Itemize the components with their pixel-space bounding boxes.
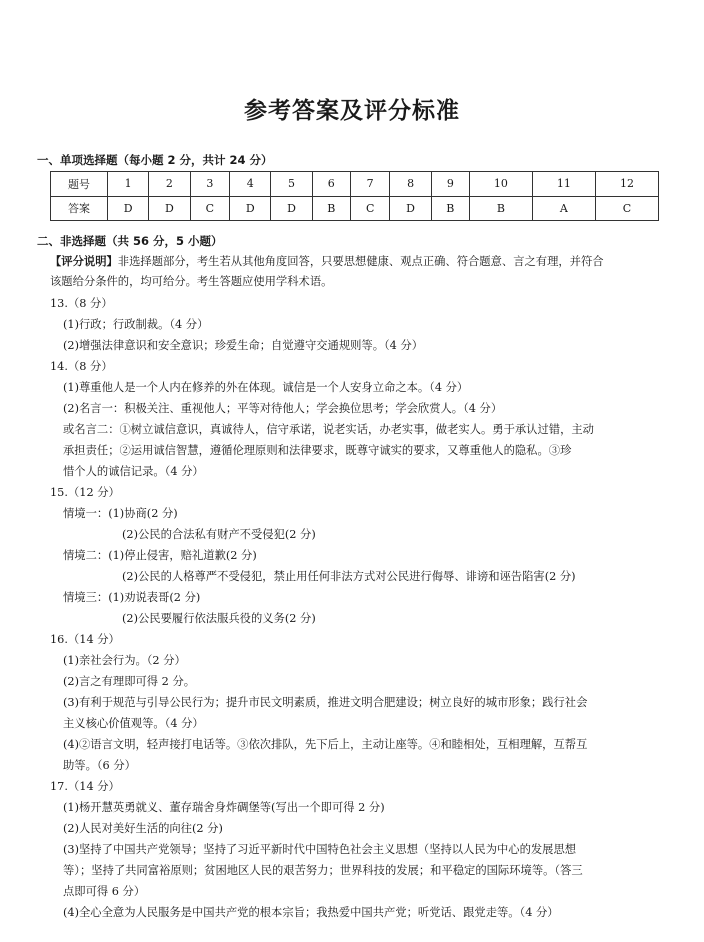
table-cell-answer: B (312, 196, 350, 221)
question-heading: 16.（14 分） (50, 633, 120, 646)
table-cell-answer: C (350, 196, 390, 221)
table-cell-number: 12 (595, 172, 658, 197)
answer-line: (4)全心全意为人民服务是中国共产党的根本宗旨；我热爱中国共产党；听党话、跟党走等。（4 分） (63, 906, 559, 919)
row-label-answer: 答案 (51, 196, 108, 221)
answer-line: 情境二：(1)停止侵害，赔礼道歉(2 分) (63, 549, 257, 562)
table-cell-answer: B (431, 196, 469, 221)
question-heading: 14.（8 分） (50, 360, 113, 373)
answer-line: (2)公民的人格尊严不受侵犯，禁止用任何非法方式对公民进行侮辱、诽谤和诬告陷害(2 分) (122, 570, 576, 583)
answer-line: (2)增强法律意识和安全意识；珍爱生命；自觉遵守交通规则等。（4 分） (63, 339, 424, 352)
answer-line: (2)名言一：积极关注、重视他人；平等对待他人；学会换位思考；学会欣赏人。（4 分） (63, 402, 503, 415)
section1-heading: 一、单项选择题（每小题 2 分，共计 24 分） (37, 153, 273, 167)
answer-line: (2)公民的合法私有财产不受侵犯(2 分) (122, 528, 316, 541)
scoring-note-line: 该题给分条件的，均可给分。考生答题应使用学科术语。 (50, 275, 333, 288)
table-cell-answer: D (149, 196, 190, 221)
answer-line: (1)杨开慧英勇就义、董存瑞舍身炸碉堡等(写出一个即可得 2 分) (63, 801, 385, 814)
answer-line: (4)②语言文明，轻声接打电话等。③依次排队，先下后上，主动让座等。④和睦相处，互相理解，互帮互 (63, 738, 588, 751)
table-cell-number: 10 (469, 172, 532, 197)
answer-line: 点即可得 6 分） (63, 885, 146, 898)
table-cell-number: 9 (431, 172, 469, 197)
answer-line: (3)坚持了中国共产党领导；坚持了习近平新时代中国特色社会主义思想（坚持以人民为中心的发展思想 (63, 843, 577, 856)
table-cell-answer: D (230, 196, 271, 221)
question-heading: 15.（12 分） (50, 486, 120, 499)
answer-line: (2)人民对美好生活的向往(2 分) (63, 822, 223, 835)
table-cell-answer: D (108, 196, 149, 221)
table-cell-number: 1 (108, 172, 149, 197)
page-title: 参考答案及评分标准 (244, 98, 460, 124)
answer-line: (1)尊重他人是一个人内在修养的外在体现。诚信是一个人安身立命之本。（4 分） (63, 381, 469, 394)
row-label-number: 题号 (51, 172, 108, 197)
table-cell-answer: D (271, 196, 312, 221)
answer-line: 等）；坚持了共同富裕原则；贫困地区人民的艰苦努力；世界科技的发展；和平稳定的国际环境等。（答三 (63, 864, 583, 877)
table-cell-answer: A (532, 196, 595, 221)
answer-line: (3)有利于规范与引导公民行为；提升市民文明素质，推进文明合肥建设；树立良好的城市形象；践行社会 (63, 696, 588, 709)
table-cell-answer: C (595, 196, 658, 221)
table-cell-answer: D (390, 196, 431, 221)
answer-line: 主义核心价值观等。（4 分） (63, 717, 204, 730)
scoring-note-tag: 【评分说明】 (50, 255, 118, 268)
answer-table (50, 171, 659, 221)
answer-line: (1)行政；行政制裁。（4 分） (63, 318, 209, 331)
table-cell-number: 8 (390, 172, 431, 197)
table-cell-answer: C (190, 196, 230, 221)
table-cell-number: 11 (532, 172, 595, 197)
table-cell-number: 5 (271, 172, 312, 197)
table-row-answers (51, 196, 659, 221)
table-cell-answer: B (469, 196, 532, 221)
scoring-note-text: 非选择题部分，考生若从其他角度回答，只要思想健康、观点正确、符合题意、言之有理，并符合 (117, 255, 604, 268)
table-cell-number: 6 (312, 172, 350, 197)
answer-line: 情境三：(1)劝说表哥(2 分) (63, 591, 201, 604)
answer-line: 惜个人的诚信记录。（4 分） (63, 465, 204, 478)
table-cell-number: 4 (230, 172, 271, 197)
scoring-note-line (50, 253, 604, 269)
section2-heading: 二、非选择题（共 56 分，5 小题） (37, 234, 223, 248)
answer-line: (1)亲社会行为。（2 分） (63, 654, 186, 667)
table-cell-number: 3 (190, 172, 230, 197)
answer-line: 情境一：(1)协商(2 分) (63, 507, 178, 520)
answer-line: 承担责任；②运用诚信智慧，遵循伦理原则和法律要求，既尊守诚实的要求，又尊重他人的隐私。③珍 (63, 444, 572, 457)
answer-line: 或名言二：①树立诚信意识，真诚待人，信守承诺，说老实话，办老实事，做老实人。勇于承认过错，主动 (63, 423, 594, 436)
question-heading: 13.（8 分） (50, 297, 113, 310)
table-cell-number: 7 (350, 172, 390, 197)
table-row-numbers (51, 172, 659, 197)
table-cell-number: 2 (149, 172, 190, 197)
answer-line: 助等。（6 分） (63, 759, 136, 772)
answer-line: (2)公民要履行依法服兵役的义务(2 分) (122, 612, 316, 625)
answer-line: (2)言之有理即可得 2 分。 (63, 675, 196, 688)
question-heading: 17.（14 分） (50, 780, 120, 793)
